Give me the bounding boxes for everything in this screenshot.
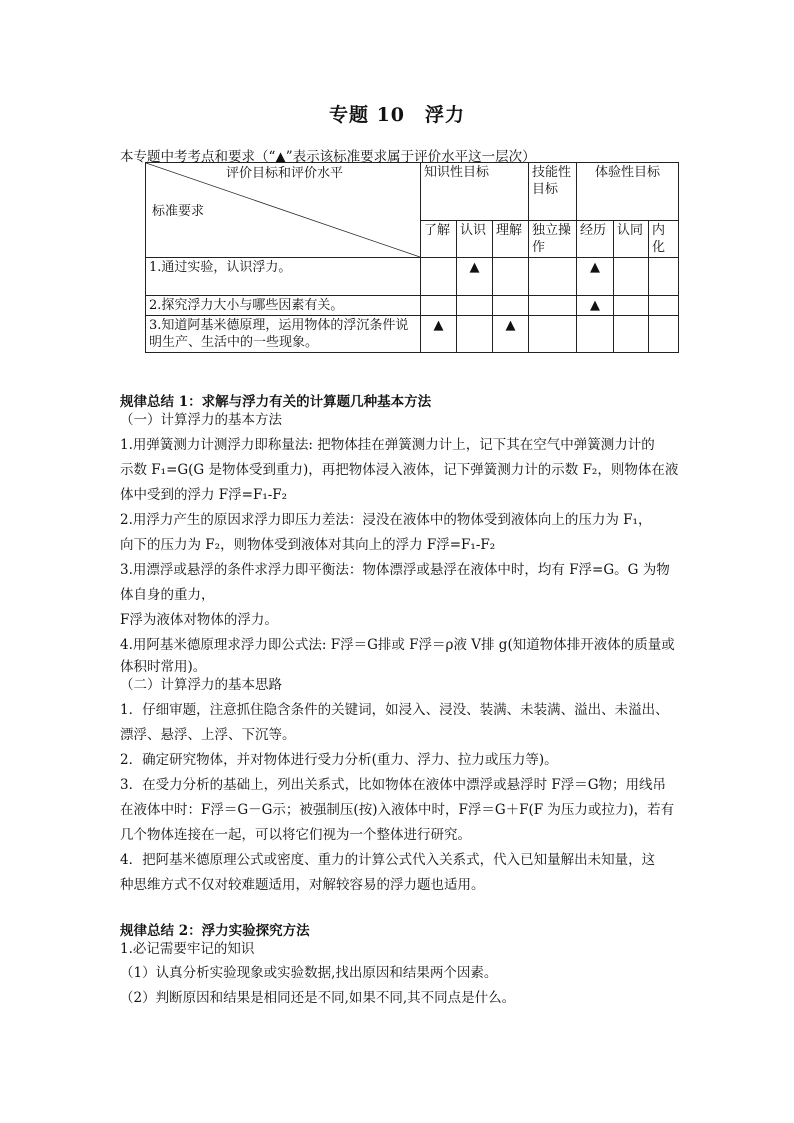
subheader-cell: 内化 — [649, 221, 679, 258]
mark-cell — [649, 316, 679, 353]
mark-cell: ▲ — [493, 316, 529, 353]
header-knowledge: 知识性目标 — [421, 163, 529, 221]
paragraph-line: 几个物体连接在一起，可以将它们视为一个整体进行研究。 — [120, 827, 471, 843]
mark-cell — [529, 316, 577, 353]
paragraph-line: 2.用浮力产生的原因求浮力即压力差法：浸没在液体中的物体受到液体向上的压力为 F₁， — [120, 512, 652, 528]
paragraph-line: 体积时常用)。 — [120, 659, 207, 675]
mark-cell: ▲ — [457, 258, 493, 296]
corner-top-label: 评价目标和评价水平 — [226, 166, 344, 181]
corner-bottom-label: 标准要求 — [152, 204, 205, 219]
subheader-cell: 理解 — [493, 221, 529, 258]
mark-cell — [614, 316, 649, 353]
mark-cell — [649, 258, 679, 296]
paragraph-line: 示数 F₁=G(G 是物体受到重力)，再把物体浸入液体，记下弹簧测力计的示数 F₂，则物体在液 — [120, 462, 679, 478]
paragraph-line: （1）认真分析实验现象或实验数据,找出原因和结果两个因素。 — [120, 965, 498, 981]
table-row — [146, 296, 679, 316]
paragraph-line: 1．仔细审题，注意抓住隐含条件的关键词，如浸入、浸没、装满、未装满、溢出、未溢出、 — [120, 702, 669, 718]
paragraph-line: 体中受到的浮力 F浮=F₁-F₂ — [120, 487, 288, 503]
standards-table — [145, 162, 679, 353]
paragraph-line: 1.用弹簧测力计测浮力即称量法: 把物体挂在弹簧测力计上，记下其在空气中弹簧测力计的 — [120, 437, 655, 453]
table-row — [146, 316, 679, 353]
requirement-cell: 1.通过实验，认识浮力。 — [146, 258, 421, 296]
mark-cell — [493, 258, 529, 296]
paragraph-line: 向下的压力为 F₂，则物体受到液体对其向上的浮力 F浮=F₁-F₂ — [120, 537, 496, 553]
mark-cell — [649, 296, 679, 316]
mark-cell — [457, 316, 493, 353]
mark-cell — [529, 296, 577, 316]
paragraph-line: F浮为液体对物体的浮力。 — [120, 612, 278, 628]
paragraph-line: 3.用漂浮或悬浮的条件求浮力即平衡法：物体漂浮或悬浮在液体中时，均有 F浮=G。G 为物 — [120, 562, 670, 578]
paragraph-line: 在液体中时：F浮＝G－G示；被强制压(按)入液体中时，F浮＝G＋F(F 为压力或拉力)，若有 — [120, 802, 675, 818]
subheader-cell: 经历 — [577, 221, 614, 258]
subheader-cell: 独立操作 — [529, 221, 577, 258]
subheader-cell: 了解 — [421, 221, 457, 258]
paragraph-line: 种思维方式不仅对较难题适用，对解较容易的浮力题也适用。 — [120, 877, 485, 893]
mark-cell — [577, 316, 614, 353]
summary-2 — [120, 922, 680, 1011]
mark-cell — [493, 296, 529, 316]
mark-cell — [421, 258, 457, 296]
mark-cell — [614, 296, 649, 316]
summary-1 — [120, 393, 680, 898]
summary-1-sub2: （二）计算浮力的基本思路 — [120, 677, 282, 693]
mark-cell — [614, 258, 649, 296]
header-skill: 技能性目标 — [529, 163, 577, 221]
mark-cell — [529, 258, 577, 296]
page-title: 专题 10 浮力 — [328, 104, 466, 126]
paragraph-line: 4．把阿基米德原理公式或密度、重力的计算公式代入关系式，代入已知量解出未知量，这 — [120, 852, 656, 868]
table-corner-cell — [146, 163, 421, 258]
mark-cell: ▲ — [577, 296, 614, 316]
paragraph-line: 2．确定研究物体，并对物体进行受力分析(重力、浮力、拉力或压力等)。 — [120, 752, 558, 768]
paragraph-line: 漂浮、悬浮、上浮、下沉等。 — [120, 727, 296, 743]
summary-2-sub1: 1.必记需要牢记的知识 — [120, 941, 255, 957]
requirement-cell: 2.探究浮力大小与哪些因素有关。 — [146, 296, 421, 316]
requirement-cell: 3.知道阿基米德原理，运用物体的浮沉条件说明生产、生活中的一些现象。 — [146, 316, 421, 353]
mark-cell — [457, 296, 493, 316]
table-row — [146, 258, 679, 296]
subheader-cell: 认同 — [614, 221, 649, 258]
table-intro: 本专题中考考点和要求（“▲”表示该标准要求属于评价水平这一层次） — [120, 149, 536, 165]
paragraph-line: 4.用阿基米德原理求浮力即公式法: F浮＝G排或 F浮＝ρ液 V排 g(知道物体排开液体的质量或 — [120, 637, 675, 653]
mark-cell: ▲ — [421, 316, 457, 353]
summary-1-heading: 规律总结 1：求解与浮力有关的计算题几种基本方法 — [120, 394, 432, 410]
summary-1-sub1: （一）计算浮力的基本方法 — [120, 412, 282, 428]
summary-2-heading: 规律总结 2：浮力实验探究方法 — [120, 923, 310, 939]
header-experience: 体验性目标 — [577, 163, 679, 221]
paragraph-line: 3．在受力分析的基础上，列出关系式，比如物体在液体中漂浮或悬浮时 F浮＝G物；用线吊 — [120, 777, 667, 793]
subheader-cell: 认识 — [457, 221, 493, 258]
mark-cell — [421, 296, 457, 316]
paragraph-line: （2）判断原因和结果是相同还是不同,如果不同,其不同点是什么。 — [120, 990, 516, 1006]
mark-cell: ▲ — [577, 258, 614, 296]
paragraph-line: 体自身的重力， — [120, 587, 215, 603]
